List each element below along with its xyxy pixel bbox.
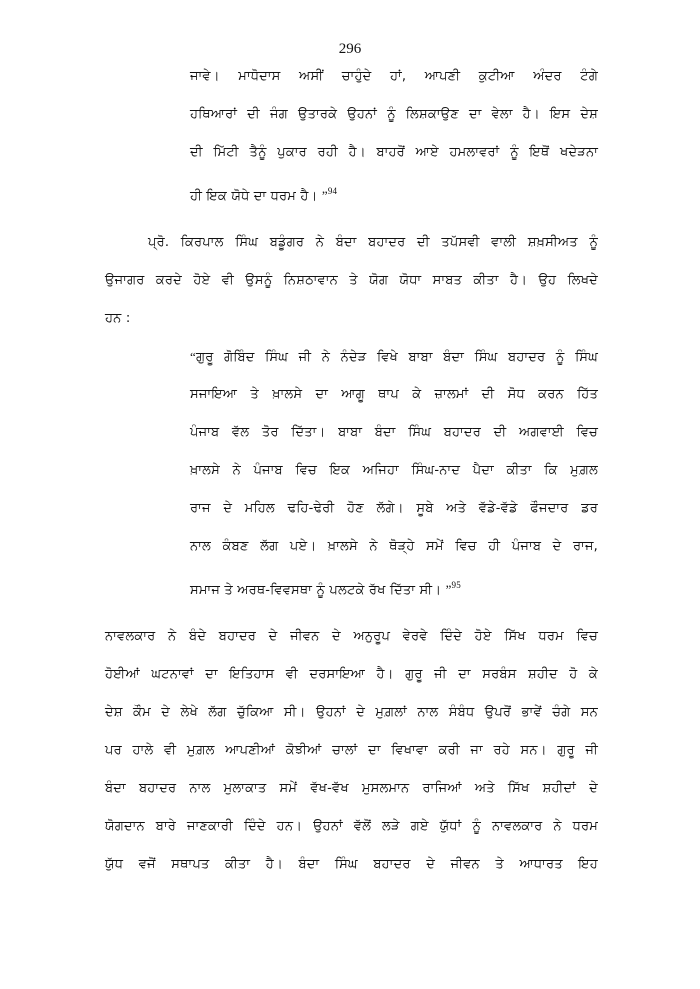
quote-line: ਰਾਜ ਦੇ ਮਹਿਲ ਢਹਿ-ਢੇਰੀ ਹੋਣ ਲੱਗੇ। ਸੂਬੇ ਅਤੇ ਵੱਡੇ-ਵੱਡੇ ਫੌਜਦਾਰ ਡਰ	[190, 501, 598, 516]
quote-line: ਜਾਵੇ। ਮਾਧੋਦਾਸ ਅਸੀਂ ਚਾਹੁੰਦੇ ਹਾਂ, ਆਪਣੀ ਕੁਟੀਆ ਅੰਦਰ ਟੰਗੇ	[190, 69, 598, 84]
closing-quote-mark: ”	[321, 188, 328, 203]
quote-line: ਸਜਾਇਆ ਤੇ ਖ਼ਾਲਸੇ ਦਾ ਆਗੂ ਥਾਪ ਕੇ ਜ਼ਾਲਮਾਂ ਦੀ ਸੋਧ ਕਰਨ ਹਿੱਤ	[190, 387, 598, 402]
paragraph-line: ਹੋਈਆਂ ਘਟਨਾਵਾਂ ਦਾ ਇਤਿਹਾਸ ਵੀ ਦਰਸਾਇਆ ਹੈ। ਗੁਰੂ ਜੀ ਦਾ ਸਰਬੰਸ ਸ਼ਹੀਦ ਹੋ ਕੇ	[105, 667, 598, 682]
page-number: 296	[338, 41, 362, 57]
paragraph-line: ਹਨ :	[105, 311, 131, 326]
quote-line: ਨਾਲ ਕੰਬਣ ਲੱਗ ਪਏ। ਖ਼ਾਲਸੇ ਨੇ ਥੋੜ੍ਹੇ ਸਮੇਂ ਵਿਚ ਹੀ ਪੰਜਾਬ ਦੇ ਰਾਜ,	[190, 539, 598, 554]
quote-line: ਪੰਜਾਬ ਵੱਲ ਤੋਰ ਦਿੱਤਾ। ਬਾਬਾ ਬੰਦਾ ਸਿੰਘ ਬਹਾਦਰ ਦੀ ਅਗਵਾਈ ਵਿਚ	[190, 425, 598, 440]
quote-line	[190, 575, 598, 601]
quote-line: ਖ਼ਾਲਸੇ ਨੇ ਪੰਜਾਬ ਵਿਚ ਇਕ ਅਜਿਹਾ ਸਿੰਘ-ਨਾਦ ਪੈਦਾ ਕੀਤਾ ਕਿ ਮੁਗ਼ਲ	[190, 463, 598, 478]
closing-quote-mark: ”	[445, 582, 452, 597]
paragraph-line: ਦੇਸ਼ ਕੌਮ ਦੇ ਲੇਖੇ ਲੱਗ ਚੁੱਕਿਆ ਸੀ। ਉਹਨਾਂ ਦੇ ਮੁਗ਼ਲਾਂ ਨਾਲ ਸੰਬੰਧ ਉਪਰੋਂ ਭਾਵੇਂ ਚੰਗੇ ਸਨ	[105, 705, 598, 720]
paragraph-line: ਪਰ ਹਾਲੇ ਵੀ ਮੁਗ਼ਲ ਆਪਣੀਆਂ ਕੋਝੀਆਂ ਚਾਲਾਂ ਦਾ ਵਿਖਾਵਾ ਕਰੀ ਜਾ ਰਹੇ ਸਨ। ਗੁਰੂ ਜੀ	[105, 743, 598, 758]
quote-text: ਹੀ ਇਕ ਯੋਧੇ ਦਾ ਧਰਮ ਹੈ।	[190, 189, 318, 204]
quote-line	[190, 181, 598, 207]
quote-line	[190, 347, 598, 368]
footnote-ref-94: 94	[327, 186, 338, 196]
paragraph-line: ਉਜਾਗਰ ਕਰਦੇ ਹੋਏ ਵੀ ਉਸਨੂੰ ਨਿਸ਼ਠਾਵਾਨ ਤੇ ਯੋਗ ਯੋਧਾ ਸਾਬਤ ਕੀਤਾ ਹੈ। ਉਹ ਲਿਖਦੇ	[105, 273, 598, 288]
quote-line: ਹਥਿਆਰਾਂ ਦੀ ਜੰਗ ਉਤਾਰਕੇ ਉਹਨਾਂ ਨੂੰ ਲਿਸ਼ਕਾਉਣ ਦਾ ਵੇਲਾ ਹੈ। ਇਸ ਦੇਸ਼	[190, 107, 598, 122]
paragraph-line: ਪ੍ਰੋ. ਕਿਰਪਾਲ ਸਿੰਘ ਬਡੂੰਗਰ ਨੇ ਬੰਦਾ ਬਹਾਦਰ ਦੀ ਤਪੱਸਵੀ ਵਾਲੀ ਸ਼ਖ਼ਸੀਅਤ ਨੂੰ	[148, 235, 598, 250]
quote-text: ਸਮਾਜ ਤੇ ਅਰਥ-ਵਿਵਸਥਾ ਨੂੰ ਪਲਟਕੇ ਰੱਖ ਦਿੱਤਾ ਸੀ।	[190, 583, 442, 598]
paragraph-line: ਬੰਦਾ ਬਹਾਦਰ ਨਾਲ ਮੁਲਾਕਾਤ ਸਮੇਂ ਵੱਖ-ਵੱਖ ਮੁਸਲਮਾਨ ਰਾਜਿਆਂ ਅਤੇ ਸਿੱਖ ਸ਼ਹੀਦਾਂ ਦੇ	[105, 781, 598, 796]
paragraph-line: ਨਾਵਲਕਾਰ ਨੇ ਬੰਦੇ ਬਹਾਦਰ ਦੇ ਜੀਵਨ ਦੇ ਅਨੁਰੂਪ ਵੇਰਵੇ ਦਿੰਦੇ ਹੋਏ ਸਿੱਖ ਧਰਮ ਵਿਚ	[105, 629, 598, 644]
paragraph-line: ਯੋਗਦਾਨ ਬਾਰੇ ਜਾਣਕਾਰੀ ਦਿੰਦੇ ਹਨ। ਉਹਨਾਂ ਵੱਲੋਂ ਲੜੇ ਗਏ ਯੁੱਧਾਂ ਨੂੰ ਨਾਵਲਕਾਰ ਨੇ ਧਰਮ	[105, 819, 598, 834]
paragraph-line: ਯੁੱਧ ਵਜੋਂ ਸਥਾਪਤ ਕੀਤਾ ਹੈ। ਬੰਦਾ ਸਿੰਘ ਬਹਾਦਰ ਦੇ ਜੀਵਨ ਤੇ ਆਧਾਰਤ ਇਹ	[105, 857, 598, 872]
opening-quote-mark: “	[190, 349, 196, 364]
quote-text: ਗੁਰੂ ਗੋਬਿੰਦ ਸਿੰਘ ਜੀ ਨੇ ਨੰਦੇੜ ਵਿਖੇ ਬਾਬਾ ਬੰਦਾ ਸਿੰਘ ਬਹਾਦਰ ਨੂੰ ਸਿੰਘ	[195, 350, 598, 365]
footnote-ref-95: 95	[451, 580, 461, 590]
quote-line: ਦੀ ਮਿੱਟੀ ਤੈਨੂੰ ਪੁਕਾਰ ਰਹੀ ਹੈ। ਬਾਹਰੋਂ ਆਏ ਹਮਲਾਵਰਾਂ ਨੂੰ ਇਥੋਂ ਖਦੇੜਨਾ	[190, 145, 598, 160]
